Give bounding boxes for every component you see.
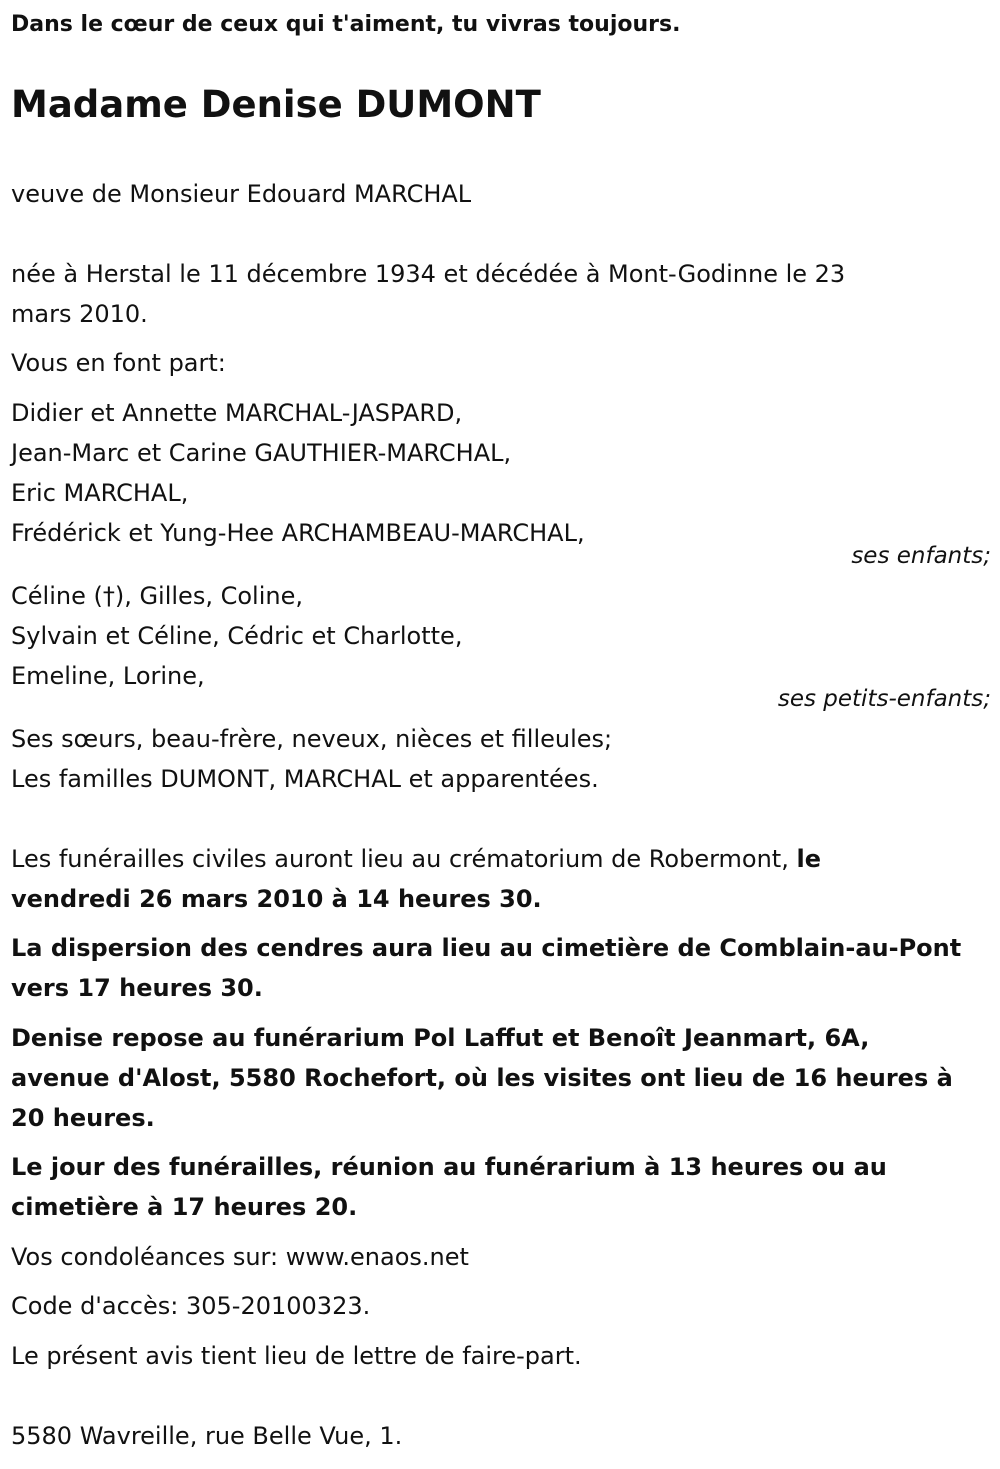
grandchild-entry: Céline (†), Gilles, Coline, bbox=[11, 582, 303, 610]
motto: Dans le cœur de ceux qui t'aiment, tu vivras toujours. bbox=[11, 12, 681, 37]
child-entry: Jean-Marc et Carine GAUTHIER-MARCHAL, bbox=[11, 439, 512, 467]
grandchild-entry: Sylvain et Céline, Cédric et Charlotte, bbox=[11, 622, 463, 650]
resting-line: 20 heures. bbox=[11, 1104, 155, 1132]
others-line: Ses sœurs, beau-frère, neveux, nièces et filleules; bbox=[11, 725, 613, 753]
deceased-name: Madame Denise DUMONT bbox=[11, 83, 541, 126]
dispersion-line: vers 17 heures 30. bbox=[11, 974, 263, 1002]
dispersion-line: La dispersion des cendres aura lieu au cimetière de Comblain-au-Pont bbox=[11, 934, 962, 962]
children-relation: ses enfants; bbox=[851, 543, 991, 569]
announcers-label: Vous en font part: bbox=[11, 349, 226, 377]
others-line: Les familles DUMONT, MARCHAL et apparentées. bbox=[11, 765, 599, 793]
funeral-day-line: cimetière à 17 heures 20. bbox=[11, 1193, 358, 1221]
grandchild-entry: Emeline, Lorine, bbox=[11, 662, 205, 690]
access-code-line: Code d'accès: 305-20100323. bbox=[11, 1292, 371, 1320]
funeral-line-1 bbox=[11, 839, 821, 879]
birth-death-line-1: née à Herstal le 11 décembre 1934 et décédée à Mont-Godinne le 23 bbox=[11, 260, 846, 288]
funeral-date-start: le bbox=[796, 845, 821, 873]
funeral-day-line: Le jour des funérailles, réunion au funérarium à 13 heures ou au bbox=[11, 1153, 887, 1181]
birth-death-line-2: mars 2010. bbox=[11, 300, 148, 328]
widow-of-line: veuve de Monsieur Edouard MARCHAL bbox=[11, 180, 472, 208]
grandchildren-relation: ses petits-enfants; bbox=[777, 686, 991, 712]
condolences-line: Vos condoléances sur: www.enaos.net bbox=[11, 1243, 469, 1271]
address-line: 5580 Wavreille, rue Belle Vue, 1. bbox=[11, 1422, 403, 1450]
notice-line: Le présent avis tient lieu de lettre de faire-part. bbox=[11, 1342, 582, 1370]
child-entry: Didier et Annette MARCHAL-JASPARD, bbox=[11, 399, 463, 427]
funeral-date: vendredi 26 mars 2010 à 14 heures 30. bbox=[11, 885, 542, 913]
funeral-text: Les funérailles civiles auront lieu au crématorium de Robermont, bbox=[11, 845, 797, 873]
resting-line: avenue d'Alost, 5580 Rochefort, où les visites ont lieu de 16 heures à bbox=[11, 1064, 953, 1092]
resting-line: Denise repose au funérarium Pol Laffut et Benoît Jeanmart, 6A, bbox=[11, 1024, 870, 1052]
child-entry: Frédérick et Yung-Hee ARCHAMBEAU-MARCHAL, bbox=[11, 519, 585, 547]
child-entry: Eric MARCHAL, bbox=[11, 479, 189, 507]
